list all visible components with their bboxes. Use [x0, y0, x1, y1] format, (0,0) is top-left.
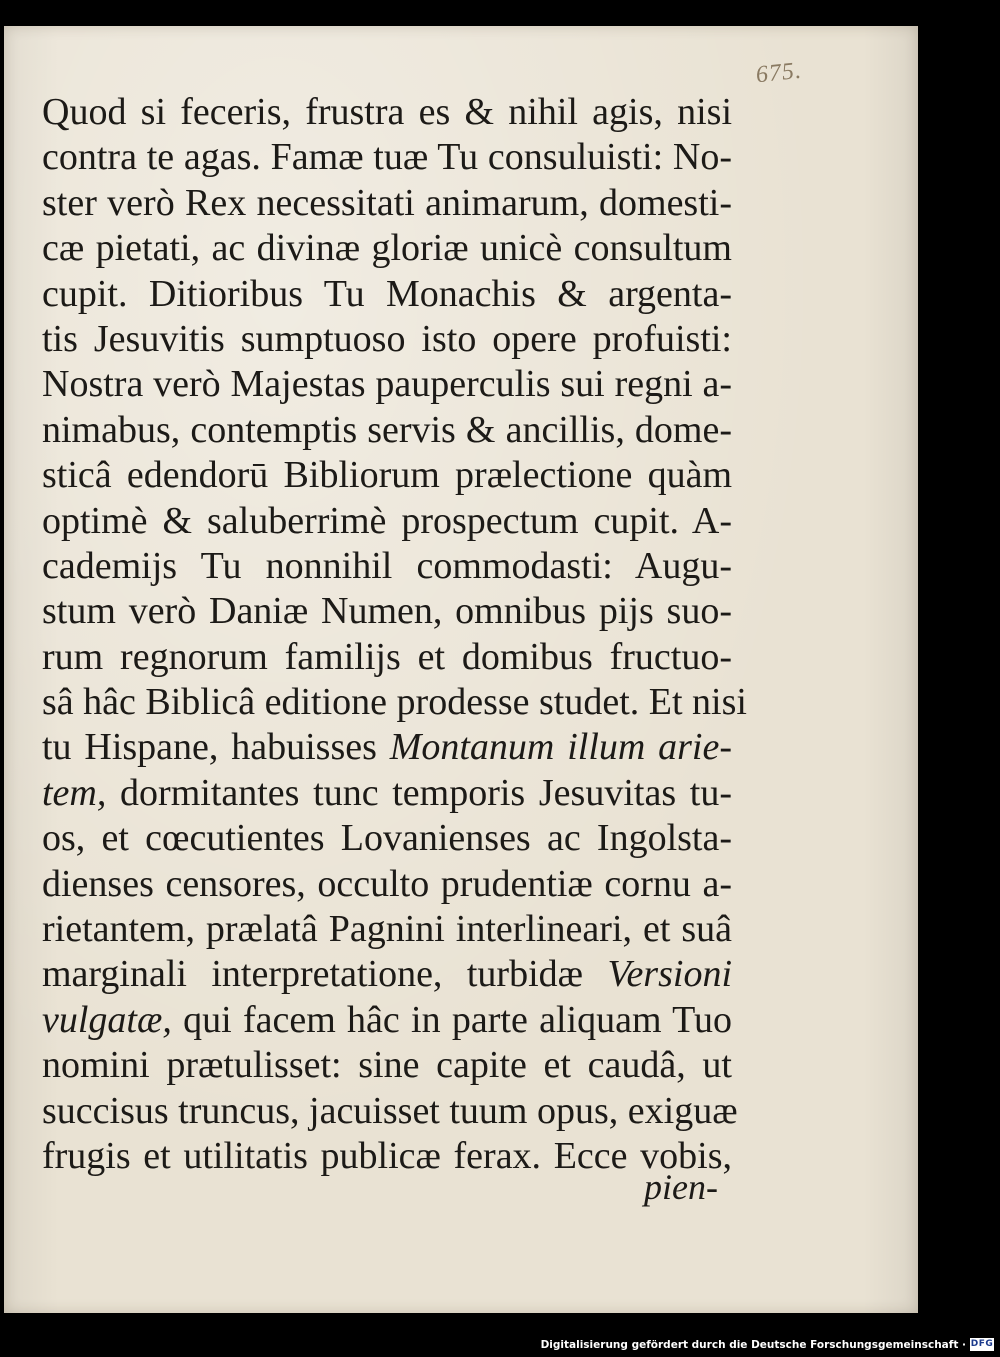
text-segment: marginali interpretatione, turbidæ: [42, 953, 608, 996]
italic-segment: Montanum illum arie-: [389, 726, 733, 769]
text-segment: dormitantes tunc temporis Jesuvitas tu-: [106, 771, 732, 814]
text-line: stum verò Daniæ Numen, omnibus pijs suo-: [42, 590, 732, 633]
text-line: optimè & saluberrimè prospectum cupit. A-: [42, 499, 732, 542]
text-line: cademijs Tu nonnihil commodasti: Augu-: [42, 544, 732, 587]
text-line: Quod si feceris, frustra es & nihil agis, nisi: [42, 91, 732, 133]
text-segment: tu Hispane, habuisses: [42, 726, 390, 769]
text-line: nomini prætulisset: sine capite et caudâ, ut: [42, 1044, 732, 1087]
text-line: contra te agas. Famæ tuæ Tu consuluisti: No-: [42, 136, 732, 179]
text-segment: qui facem hâc in parte aliquam Tuo: [171, 998, 732, 1041]
italic-segment: tem,: [42, 771, 107, 814]
text-line: rietantem, prælatâ Pagnini interlineari, et suâ: [42, 908, 732, 951]
text-line: sticâ edendorū Bibliorum prælectione quàm: [42, 454, 732, 497]
funding-credit: Digitalisierung gefördert durch die Deutsche Forschungsgemeinschaft ·: [540, 1339, 966, 1351]
text-line: [42, 725, 732, 770]
text-line: tis Jesuvitis sumptuoso isto opere profuisti:: [42, 317, 732, 360]
text-line: rum regnorum familijs et domibus fructuo-: [42, 635, 732, 678]
dfg-logo-icon: DFG: [970, 1339, 994, 1349]
text-line: [42, 998, 732, 1043]
text-line: os, et cœcutientes Lovanienses ac Ingolsta-: [42, 817, 732, 860]
catchword: pien-: [644, 1167, 718, 1207]
text-line: nimabus, contemptis servis & ancillis, dome-: [42, 408, 732, 451]
text-line: Nostra verò Majestas pauperculis sui regni a-: [42, 363, 732, 406]
text-line: dienses censores, occulto prudentiæ cornu a-: [42, 862, 732, 905]
text-line: succisus truncus, jacuisset tuum opus, exiguæ: [42, 1089, 738, 1132]
book-page: [4, 26, 918, 1313]
folio-number: 675.: [754, 57, 804, 89]
text-line: [42, 952, 732, 997]
text-line: cupit. Ditioribus Tu Monachis & argenta-: [42, 272, 732, 315]
body-text: [42, 90, 747, 1179]
text-line: cæ pietati, ac divinæ gloriæ unicè consultum: [42, 227, 732, 270]
text-line: [42, 771, 732, 816]
text-line: frugis et utilitatis publicæ ferax. Ecce vobis,: [42, 1134, 732, 1177]
italic-segment: Versioni: [607, 953, 732, 996]
italic-segment: vulgatæ,: [42, 998, 172, 1041]
text-line: sâ hâc Biblicâ editione prodesse studet. Et nisi: [42, 681, 747, 724]
text-line: ster verò Rex necessitati animarum, domesti-: [42, 181, 732, 224]
